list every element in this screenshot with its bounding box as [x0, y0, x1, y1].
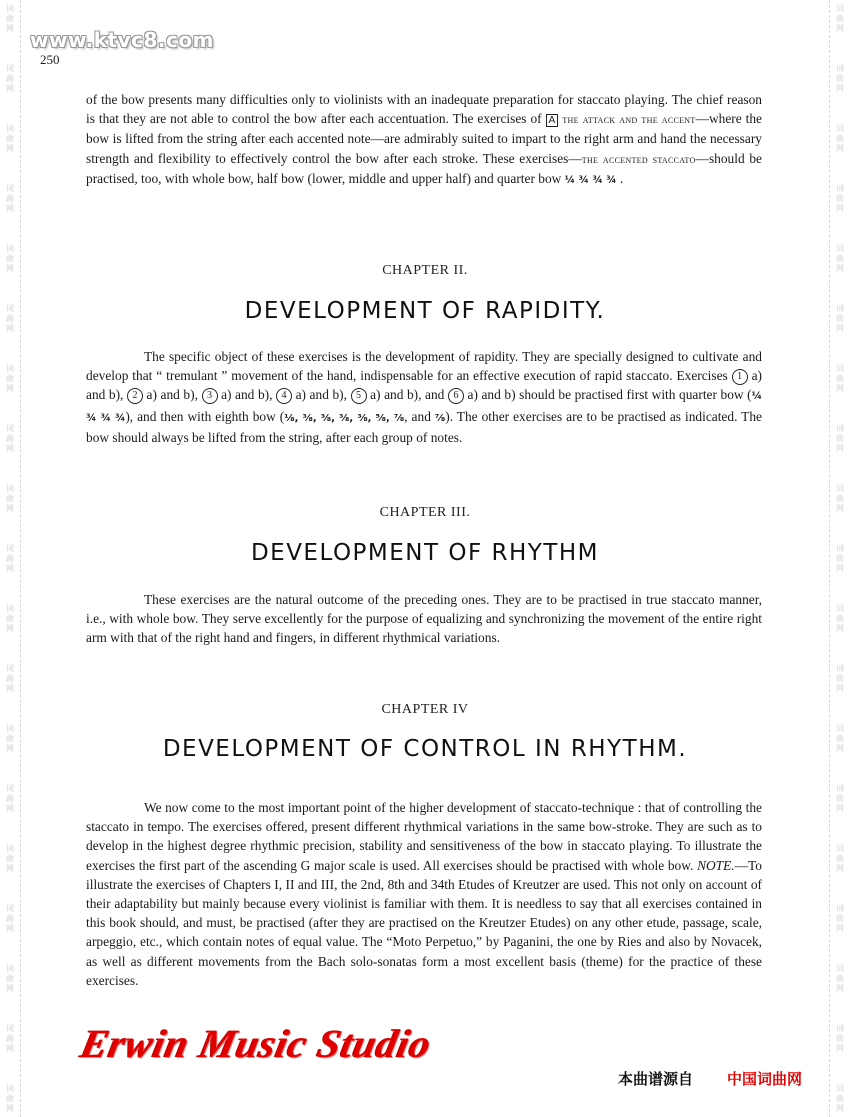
text-run: ), and then with eighth bow (: [125, 408, 285, 424]
eighth-bow-fractions: ⅛, ⅜, ⅜, ⅜, ⅜, ⅝, ⅞: [284, 412, 405, 424]
time-signature-fractions: ¼ ¾ ¾ ¾: [564, 174, 617, 186]
text-run: a) and b),: [292, 387, 351, 403]
side-watermark-glyphs: 词 曲 网: [836, 544, 844, 573]
side-watermark-glyphs: 词 曲 网: [6, 64, 14, 93]
side-watermark-glyphs: 词 曲 网: [6, 784, 14, 813]
chapter-label: CHAPTER IV: [381, 702, 469, 717]
side-watermark-glyphs: 词 曲 网: [836, 184, 844, 213]
text-run: The specific object of these exercises is the development of rapidity. They are specially designed to cultivate and develop that “ tremulant ” movement of the hand, indispensable for an effective execution of rapid staccato. Exercises: [86, 349, 762, 384]
text-run: —should be practised, too, with whole bow, half bow (lower, middle and upper half) and quarter bow: [86, 150, 762, 186]
control-in-rhythm-paragraph: [86, 798, 762, 990]
exercise-number-circle: 2: [127, 388, 143, 404]
chapter-label: CHAPTER III.: [379, 505, 471, 520]
side-watermark-glyphs: 词 曲 网: [836, 124, 844, 153]
side-watermark-glyphs: 词 曲 网: [836, 1084, 844, 1113]
side-watermark-glyphs: 词 曲 网: [836, 304, 844, 333]
exercise-letter-box: A: [546, 114, 559, 127]
text-run: We now come to the most important point of the higher development of staccato-technique : that of controlling the staccato in tempo. The exercises offered, present different rhythmical variations in the same bow-stroke. They are such as to develop in the highest degree rhythmic precision, stability and sensitiveness of the bow in staccato playing. To illustrate the exercises the first part of the ascending G major scale is used. All exercises should be practised with whole bow.: [86, 800, 762, 873]
quarter-bow-fractions: ¼ ¾ ¾ ¾: [86, 391, 762, 424]
side-watermark-glyphs: 词 曲 网: [6, 964, 14, 993]
note-label: NOTE.: [697, 857, 735, 873]
side-watermark-glyphs: 词 曲 网: [6, 844, 14, 873]
footer-source-label: 本曲谱源自: [618, 1070, 694, 1088]
side-watermark-glyphs: 词 曲 网: [836, 904, 844, 933]
side-watermark-glyphs: 词 曲 网: [6, 4, 14, 33]
footer-site-name[interactable]: 中国词曲网: [727, 1070, 803, 1088]
side-watermark-glyphs: 词 曲 网: [836, 964, 844, 993]
text-run: .: [616, 170, 624, 186]
text-run: of the bow presents many difficulties only to violinists with an inadequate preparation for staccato playing. The chief reason is that they are not able to control the bow after each accentuation. The exercises of: [86, 92, 762, 127]
side-watermark-glyphs: 词 曲 网: [6, 604, 14, 633]
exercise-number-circle: 5: [351, 388, 367, 404]
text-run: —where the bow is lifted from the string after each accented note—are admirably suited to impart to the right arm and hand the necessary strength and flexibility to effectively control the bow after each stroke. These exercises—: [86, 111, 762, 166]
text-run: a) and b),: [86, 368, 762, 403]
chapter-title: DEVELOPMENT OF RAPIDITY.: [244, 298, 606, 324]
intro-paragraph: [86, 90, 762, 190]
side-watermark-glyphs: 词 曲 网: [6, 544, 14, 573]
side-watermark-glyphs: 词 曲 网: [6, 424, 14, 453]
text-run: a) and b),: [142, 387, 202, 403]
side-watermark-glyphs: 词 曲 网: [836, 244, 844, 273]
text-run: —To illustrate the exercises of Chapters I, II and III, the 2nd, 8th and 34th Etudes of Kreutzer are used. This not only on account of their adaptability but mainly because every violinist is familiar with them. It is needless to say that all exercises contained in this book should, and must, be practised (after they are practised on the Kreutzer Etudes) on any other etude, passage, scale, arpeggio, etc., which contain notes of equal value. The “Moto Perpetuo,” by Paganini, the one by Ries and also by Novacek, as well as different movements from the Bach solo-sonatas form a most excellent basis (theme) for the practice of these exercises.: [86, 857, 762, 988]
small-caps-term: the attack and the accent: [562, 112, 696, 127]
chapter-label: CHAPTER II.: [382, 263, 468, 278]
text-run: a) and b) should be practised first with quarter bow (: [463, 387, 752, 403]
side-watermark-glyphs: 词 曲 网: [836, 844, 844, 873]
text-run: a) and b),: [217, 387, 277, 403]
text-run: ). The other exercises are to be practised as indicated. The bow should always be lifted from the string, after each group of notes.: [86, 408, 762, 445]
side-watermark-glyphs: 词 曲 网: [836, 424, 844, 453]
side-watermark-glyphs: 词 曲 网: [6, 124, 14, 153]
side-watermark-glyphs: 词 曲 网: [836, 1024, 844, 1053]
chapter-title: DEVELOPMENT OF CONTROL IN RHYTHM.: [162, 736, 688, 762]
side-watermark-glyphs: 词 曲 网: [6, 724, 14, 753]
side-watermark-glyphs: 词 曲 网: [6, 484, 14, 513]
side-watermark-glyphs: 词 曲 网: [6, 904, 14, 933]
side-watermark-glyphs: 词 曲 网: [836, 64, 844, 93]
side-watermark-glyphs: 词 曲 网: [836, 604, 844, 633]
side-watermark-glyphs: 词 曲 网: [836, 664, 844, 693]
side-watermark-glyphs: 词 曲 网: [836, 784, 844, 813]
side-watermark-glyphs: 词 曲 网: [6, 1084, 14, 1113]
side-watermark-glyphs: 词 曲 网: [6, 1024, 14, 1053]
small-caps-term: the accented staccato: [581, 151, 696, 166]
side-watermark-glyphs: 词 曲 网: [6, 184, 14, 213]
text-run: , and: [404, 408, 435, 424]
side-watermark-glyphs: 词 曲 网: [6, 244, 14, 273]
chapter-title: DEVELOPMENT OF RHYTHM: [250, 540, 600, 566]
exercise-number-circle: 6: [448, 388, 464, 404]
exercise-number-circle: 4: [276, 388, 292, 404]
rapidity-paragraph: [86, 347, 762, 447]
side-watermark-glyphs: 词 曲 网: [6, 664, 14, 693]
side-watermark-glyphs: 词 曲 网: [6, 364, 14, 393]
text-run: These exercises are the natural outcome of the preceding ones. They are to be practised in true staccato manner, i.e., with whole bow. They serve excellently for the purpose of equalizing and synchronizing the movement of the entire right arm with that of the right hand and fingers, in different rhythmical variations.: [86, 592, 762, 646]
side-watermark-glyphs: 词 曲 网: [6, 304, 14, 333]
site-watermark-url: www.ktvc8.com: [30, 28, 214, 52]
text-run: a) and b), and: [366, 387, 448, 403]
rhythm-paragraph: [86, 590, 762, 648]
exercise-number-circle: 1: [732, 369, 748, 385]
side-watermark-glyphs: 词 曲 网: [836, 484, 844, 513]
studio-signature: Erwin Music Studio: [77, 1021, 437, 1066]
side-watermark-glyphs: 词 曲 网: [836, 724, 844, 753]
eighth-bow-fraction: ⅞: [434, 412, 446, 424]
exercise-number-circle: 3: [202, 388, 218, 404]
page-number: 250: [40, 52, 60, 67]
side-watermark-glyphs: 词 曲 网: [836, 364, 844, 393]
side-watermark-glyphs: 词 曲 网: [836, 4, 844, 33]
